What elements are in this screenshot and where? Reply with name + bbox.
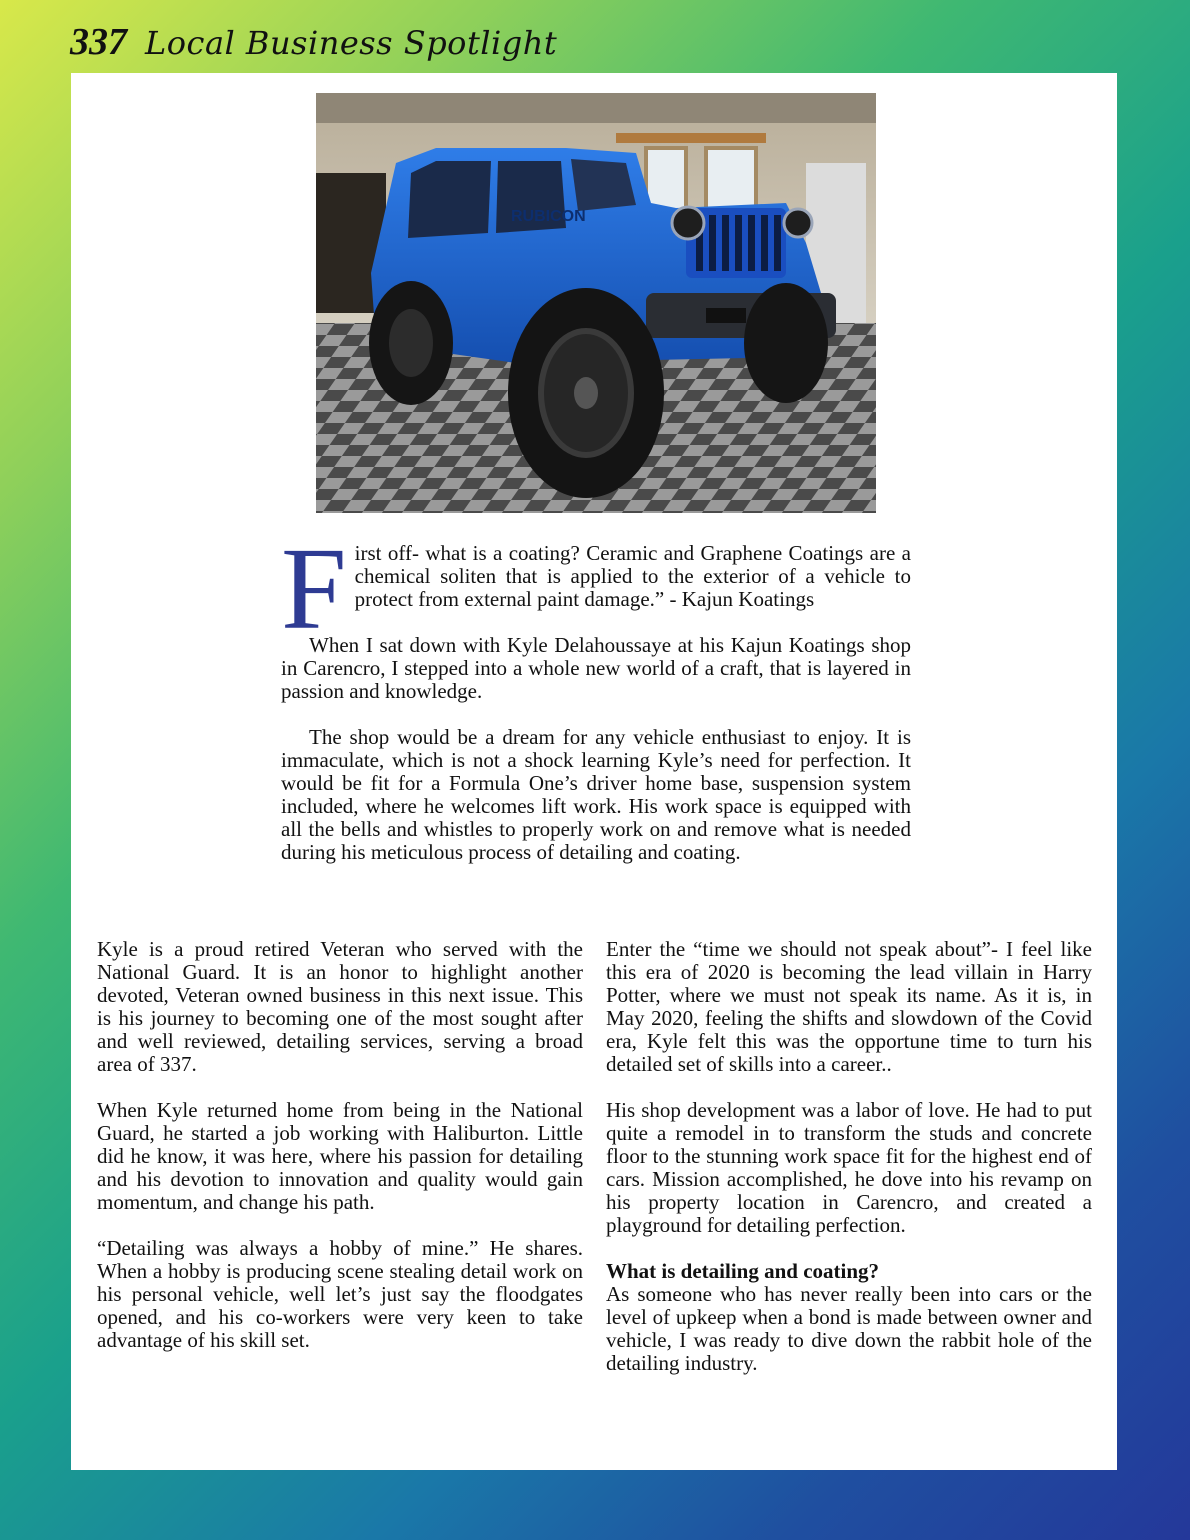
right-column [606,938,1092,1398]
intro-paragraph: When I sat down with Kyle Delahoussaye at his Kajun Koatings shop in Carencro, I stepped into a whole new world of a craft, that is layered in passion and knowledge. [281,633,911,703]
issue-number: 337 [70,21,127,63]
intro-lead-paragraph [281,523,911,654]
intro-paragraph: The shop would be a dream for any vehicle enthusiast to enjoy. It is immaculate, which is not a shock learning Kyle’s need for perfection. It would be fit for a Formula One’s driver home base, suspension system included, where he welcomes lift work. His work space is equipped with all the bells and whistles to properly work on and remove what is needed during his meticulous process of detailing and coating. [281,725,911,864]
body-paragraph: “Detailing was always a hobby of mine.” He shares. When a hobby is producing scene stealing detail work on his personal vehicle, well let’s just say the floodgates opened, and his co-workers were very keen to take advantage of his skill set. [97,1236,583,1352]
page-header [70,20,557,68]
section-title: Local Business Spotlight [145,24,558,62]
vehicle-badge: RUBICON [511,208,586,225]
body-paragraph: Enter the “time we should not speak about”- I feel like this era of 2020 is becoming the lead villain in Harry Potter, where we must not speak its name. As it is, in May 2020, feeling the shifts and slowdown of the Covid era, Kyle felt this was the opportune time to turn his detailed set of skills into a career.. [606,937,1092,1076]
left-column [97,938,583,1375]
subheading: What is detailing and coating? [606,1259,880,1283]
body-paragraph: His shop development was a labor of love. He had to put quite a remodel in to transform the studs and concrete floor to the stunning work space fit for the highest end of cars. Mission accomplished, he dove into his revamp on his property location in Carencro, and created a playground for detailing perfection. [606,1098,1092,1237]
body-paragraph: As someone who has never really been into cars or the level of upkeep when a bond is made between owner and vehicle, I was ready to dive down the rabbit hole of the detailing industry. [606,1282,1092,1375]
body-paragraph: Kyle is a proud retired Veteran who served with the National Guard. It is an honor to highlight another devoted, Veteran owned business in this next issue. This is his journey to becoming one of the most sought after and well reviewed, detailing services, serving a broad area of 337. [97,937,583,1076]
jeep-illustration [316,93,876,513]
intro-section [281,523,911,887]
drop-cap: F [281,523,347,654]
intro-lead-text: irst off- what is a coating? Ceramic and Graphene Coatings are a chemical soliten that is applied to the exterior of a vehicle to protect from external paint damage.” - Kajun Koatings [354,541,911,611]
article-page [71,73,1117,1470]
body-paragraph: When Kyle returned home from being in the National Guard, he started a job working with Haliburton. Little did he know, it was here, where his passion for detailing and his devotion to innovation and quality would gain momentum, and change his path. [97,1098,583,1214]
jeep-photo [316,93,876,513]
